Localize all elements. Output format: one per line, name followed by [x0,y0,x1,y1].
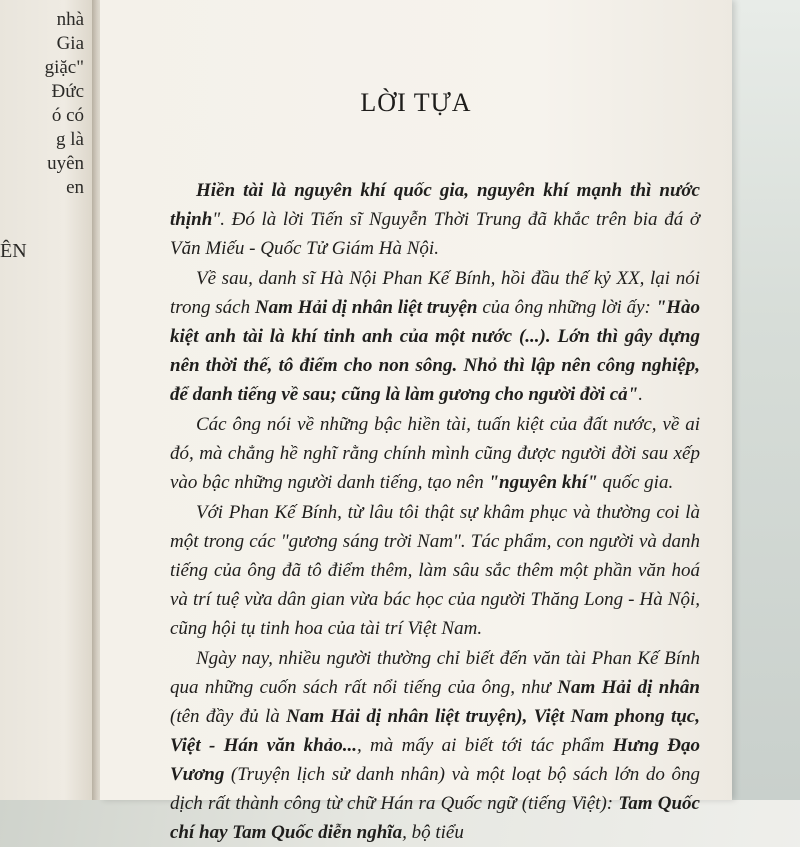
text-run: , bộ tiểu [402,822,464,843]
book-gutter [92,0,100,800]
right-page [100,0,732,843]
text-run: Ngày nay, nhiều người thường chỉ biết đến văn tài Phan Kế Bính qua những cuốn sách rất nổi tiếng của ông, như [170,648,700,698]
text-run: (Truyện lịch sử danh nhân) và một loạt bộ sách lớn do ông dịch rất thành công từ chữ Hán ra Quốc ngữ (tiếng Việt): [170,764,700,814]
left-page-line: Gia [56,33,84,54]
bold-run: "Hào kiệt anh tài là khí tinh anh của một nước (...). Lớn thì gây dựng nên thời thế, tô điểm cho non sông. Nhỏ thì lập nên công nghiệp, để danh tiếng về sau; cũng là làm gương cho người đời cả" [170,297,701,405]
left-page-line: en [66,177,84,198]
left-page [0,0,93,800]
bold-run: Hưng Đạo Vương [170,735,701,785]
bold-run: "nguyên khí" [488,472,598,493]
bold-run: Tam Quốc chí hay Tam Quốc diễn nghĩa [170,793,700,843]
text-run: Về sau, danh sĩ Hà Nội Phan Kế Bính, hồi đầu thế kỷ XX, lại nói trong sách [170,268,700,318]
text-run: ". Đó là lời Tiến sĩ Nguyễn Thời Trung đã khắc trên bia đá ở Văn Miếu - Quốc Tử Giám Hà Nội. [170,209,700,259]
text-run: (tên đầy đủ là [170,706,287,727]
text-run: quốc gia. [597,472,674,493]
bold-run: Nam Hải dị nhân [557,677,700,698]
paragraph [170,498,700,643]
left-page-line: Đức [51,81,84,102]
text-run: của ông những lời ấy: [477,297,656,318]
left-page-line: g là [56,129,84,150]
bold-run: Nam Hải dị nhân liệt truyện), Việt Nam phong tục, Việt - Hán văn khảo... [170,706,700,756]
bold-run: Nam Hải dị nhân liệt truyện [254,297,478,318]
paragraph [170,644,700,847]
text-run: . [638,384,643,405]
left-page-line: giặc" [44,57,84,78]
preface-body [170,176,700,847]
paragraph [170,410,700,497]
text-run: , mà mấy ai biết tới tác phẩm [356,735,613,756]
left-page-line: nhà [56,9,84,30]
page-title: LỜI TỰA [360,88,472,117]
left-page-heading: ÊN [0,240,27,262]
paragraph [170,264,700,409]
text-run: Các ông nói về những bậc hiền tài, tuấn kiệt của đất nước, về ai đó, mà chẳng hề nghĩ rằng chính mình cũng được người đời sau xếp vào bậc những người danh tiếng, tạo nên [170,414,700,493]
left-page-line: uyên [47,153,84,174]
paragraph [170,176,700,263]
bold-run: Hiền tài là nguyên khí quốc gia, nguyên khí mạnh thì nước thịnh [170,180,700,230]
text-run: Với Phan Kế Bính, từ lâu tôi thật sự khâm phục và thường coi là một trong các "gương sáng trời Nam". Tác phẩm, con người và danh tiếng của ông đã tô điểm thêm, làm sâu sắc thêm một phần văn hoá và trí tuệ vừa dân gian vừa bác học của người Thăng Long - Hà Nội, cũng hội tụ tinh hoa của tài trí Việt Nam. [170,502,700,639]
left-page-line: ó có [51,105,84,126]
